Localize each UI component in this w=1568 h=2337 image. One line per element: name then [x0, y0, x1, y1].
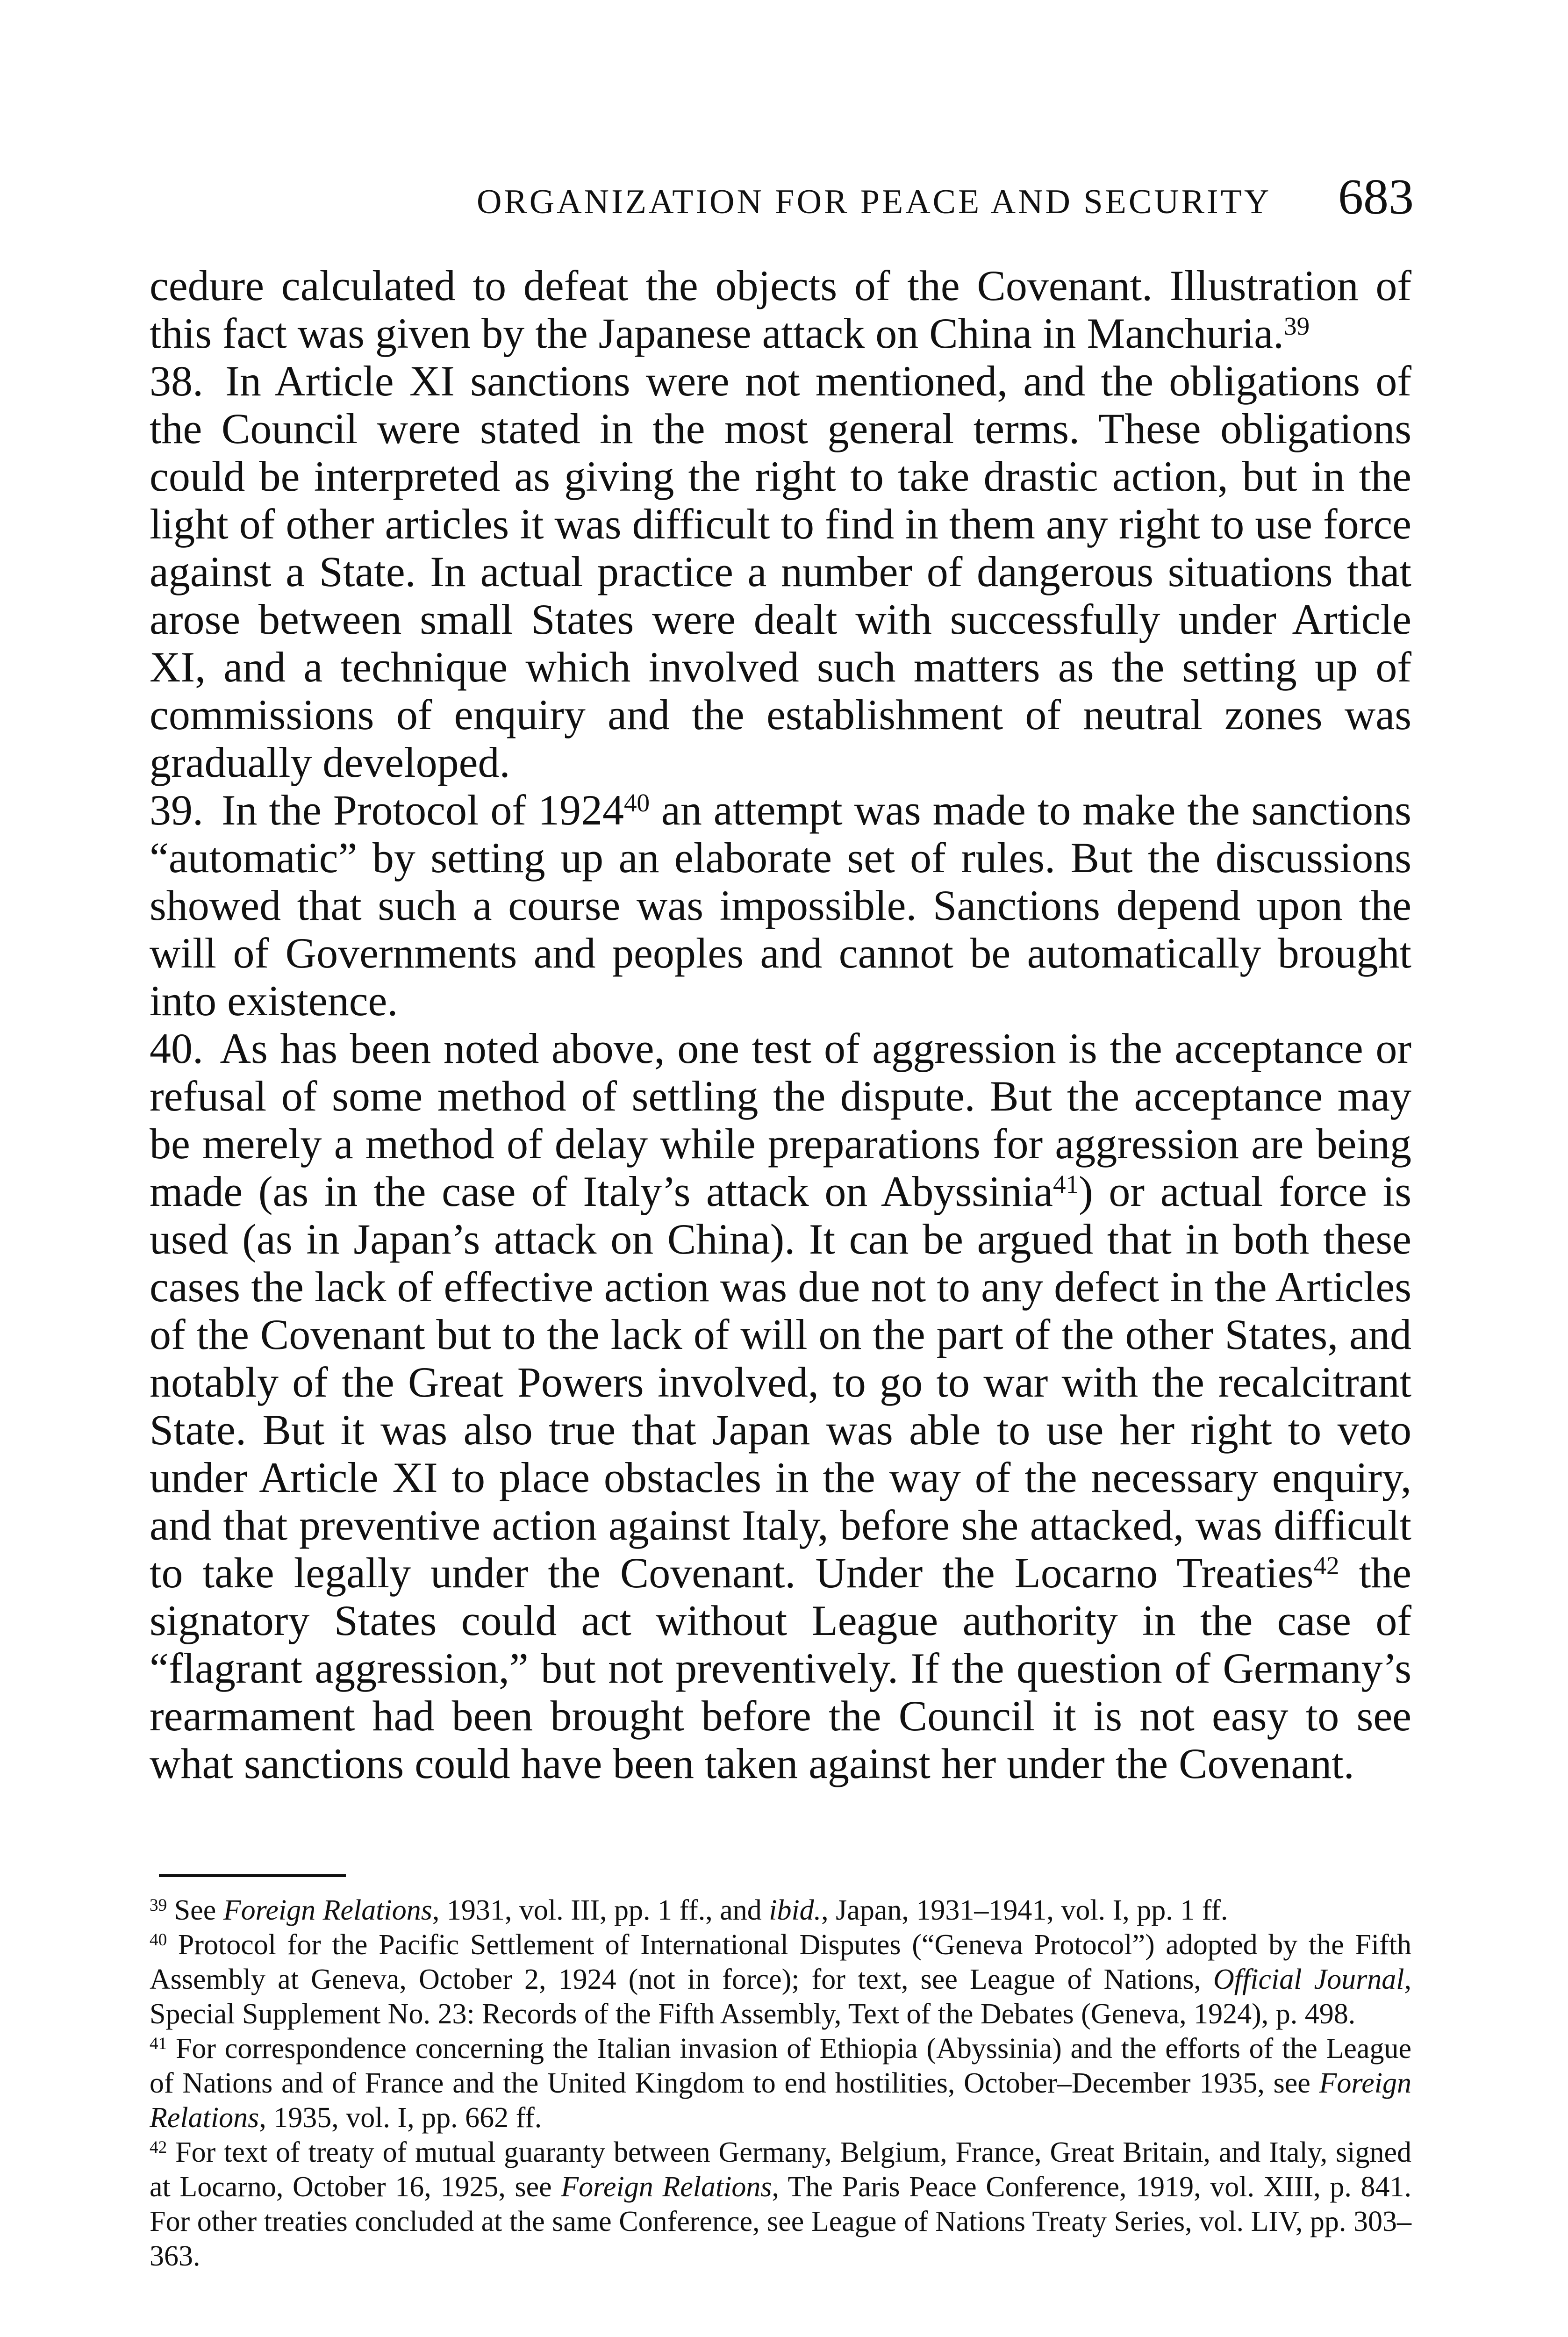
paragraph-text: an attempt was made to make the sanctions “automatic” by setting up an elaborate set of rules. But the discussions showed that such a course was impossible. Sanctions depend upon the will of Governments and peoples and cannot be automatically brought into existence. — [150, 786, 1411, 1025]
footnote-42 — [150, 2135, 1411, 2273]
footnote-text: , Special Supplement No. 23: Records of the Fifth Assembly, Text of the Debates (Geneva, 1924), p. 498. — [150, 1964, 1411, 2030]
footnote-41 — [150, 2031, 1411, 2135]
footnote-text: Protocol for the Pacific Settlement of International Disputes (“Geneva Protocol”) adopted by the Fifth Assembly at Geneva, October 2, 1924 (not in force); for text, see League of Nations, — [150, 1929, 1411, 1995]
footnote-italic: Foreign Relations — [150, 2067, 1411, 2134]
footnotes — [150, 1893, 1411, 2273]
footnote-text: , 1935, vol. I, pp. 662 ff. — [259, 2102, 542, 2134]
paragraph-40 — [150, 1025, 1411, 1787]
paragraph-38 — [150, 357, 1411, 786]
continuation-text: cedure calculated to defeat the objects of the Covenant. Illustration of this fact was given by the Japanese attack on China in Manchuria. — [150, 262, 1411, 357]
paragraph-text: In the Protocol of 1924 — [221, 786, 624, 834]
footnote-40 — [150, 1928, 1411, 2031]
footnote-italic: Official Journal — [1213, 1964, 1404, 1995]
footnote-ref-42: 42 — [1313, 1551, 1339, 1580]
footnote-text: , The Paris Peace Conference, 1919, vol. XIII, p. 841. For other treaties concluded at the same Conference, see League of Nations Treaty Series, vol. LIV, pp. 303–363. — [150, 2171, 1411, 2272]
paragraph-text: ) or actual force is used (as in Japan’s attack on China). It can be argued that in both these cases the lack of effective action was due not to any defect in the Articles of the Covenant but to the lack of will on the part of the other States, and notably of the Great Powers involved, to go to war with the recalcitrant State. But it was also true that Japan was able to use her right to veto under Article XI to place obstacles in the way of the necessary enquiry, and that preventive action against Italy, before she attacked, was difficult to take legally under the Covenant. Under the Locarno Treaties — [150, 1168, 1412, 1597]
running-head: ORGANIZATION FOR PEACE AND SECURITY — [477, 183, 1272, 221]
body-text — [150, 262, 1411, 1787]
footnote-number: 40 — [150, 1930, 167, 1950]
footnote-text: For text of treaty of mutual guaranty between Germany, Belgium, France, Great Britain, and Italy, signed at Locarno, October 16, 1925, see — [150, 2136, 1412, 2203]
paragraph-text: In Article XI sanctions were not mentioned, and the obligations of the Council were stated in the most general terms. These obligations could be interpreted as giving the right to take drastic action, but in the light of other articles it was difficult to find in them any right to use force against a State. In actual practice a number of dangerous situations that arose between small States were dealt with successfully under Article XI, and a technique which involved such matters as the setting up of commissions of enquiry and the establishment of neutral zones was gradually developed. — [150, 357, 1412, 786]
paragraph-text: the signatory States could act without League authority in the case of “flagrant aggression,” but not preventively. If the question of Germany’s rearmament had been brought before the Council it is not easy to see what sanctions could have been taken against her under the Covenant. — [150, 1549, 1411, 1787]
footnote-39 — [150, 1893, 1411, 1928]
footnote-italic: ibid. — [769, 1894, 822, 1926]
footnote-italic: Foreign Relations — [223, 1894, 432, 1926]
footnote-ref-40: 40 — [623, 789, 650, 817]
continuation-paragraph — [150, 262, 1411, 357]
footnote-ref-39: 39 — [1284, 312, 1310, 341]
footnote-number: 42 — [150, 2138, 167, 2158]
footnote-number: 39 — [150, 1896, 167, 1915]
footnote-text: See — [174, 1894, 223, 1926]
paragraph-39 — [150, 786, 1411, 1025]
paragraph-text: As has been noted above, one test of aggression is the acceptance or refusal of some method of settling the dispute. But the acceptance may be merely a method of delay while preparations for aggression are being made (as in the case of Italy’s attack on Abyssinia — [150, 1025, 1411, 1215]
footnote-text: , Japan, 1931–1941, vol. I, pp. 1 ff. — [821, 1894, 1228, 1926]
paragraph-number: 38. — [150, 357, 203, 405]
footnote-text: , 1931, vol. III, pp. 1 ff., and — [432, 1894, 769, 1926]
paragraph-number: 40. — [150, 1025, 203, 1072]
footnote-italic: Foreign Relations — [561, 2171, 772, 2203]
page-number: 683 — [1338, 169, 1414, 225]
page-header — [150, 169, 1414, 234]
footnote-text: For correspondence concerning the Italian invasion of Ethiopia (Abyssinia) and the efforts of the League of Nations and of France and the United Kingdom to end hostilities, October–December 1935, see — [150, 2033, 1411, 2099]
footnote-ref-41: 41 — [1052, 1170, 1079, 1199]
footnote-number: 41 — [150, 2034, 167, 2054]
footnote-rule — [159, 1874, 346, 1877]
paragraph-number: 39. — [150, 786, 203, 834]
